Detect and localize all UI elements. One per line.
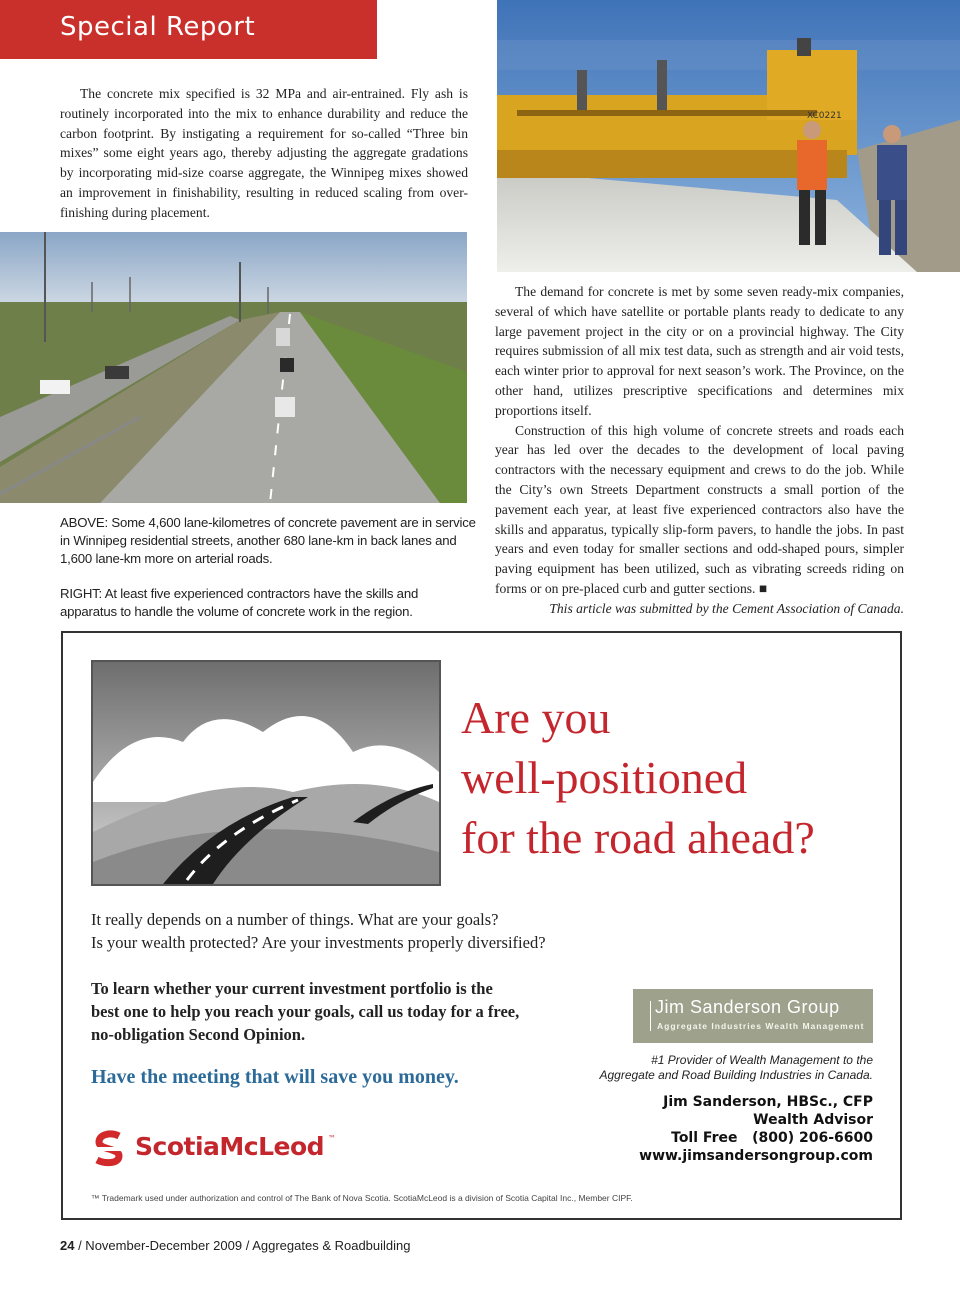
group-tagline: Aggregate Industries Wealth Management — [657, 1021, 865, 1031]
ad-headline — [461, 688, 891, 868]
highway-photo — [0, 232, 467, 503]
page-footer — [60, 1238, 411, 1253]
logo-divider — [650, 1001, 651, 1031]
ad-slogan: Have the meeting that will save you money. — [91, 1066, 459, 1088]
article-paragraph-2: The demand for concrete is met by some seven ready-mix companies, several of which have satellite or portable plants ready to dedicate to any large pavement project in the city or on a provincial highway. The City requires submission of all mix test data, such as strength and air void tests, each winter prior to approval for next season’s work. The Province, on the other hand, utilizes prescriptive specifications and determines mix proportions itself. — [495, 284, 904, 418]
trademark-note: ™ Trademark used under authorization and control of The Bank of Nova Scotia. ScotiaMcLeod is a division of Scotia Capital Inc., Member CIPF. — [91, 1193, 633, 1203]
headline-line-1: Are you — [461, 692, 611, 743]
cta-line-3: no-obligation Second Opinion. — [91, 1025, 306, 1044]
contact-website: www.jimsandersongroup.com — [639, 1148, 873, 1164]
provider-line-2: Aggregate and Road Building Industries in Canada. — [599, 1068, 873, 1082]
right-column — [495, 282, 904, 619]
contact-phone: (800) 206-6600 — [752, 1130, 873, 1146]
article-paragraph-1: The concrete mix specified is 32 MPa and air-entrained. Fly ash is routinely incorporated into the mix to enhance durability and reduce the carbon footprint. By instigating a requirement for so-called “Three bin mixes” some eight years ago, thereby adjusting the aggregate gradations by incorporating mid-size coarse aggregate, the Winnipeg mixes showed an improvement in finishability, resulting in reduced scaling from over-finishing during placement. — [60, 86, 468, 220]
ad-intro — [91, 908, 651, 954]
intro-line-1: It really depends on a number of things. What are your goals? — [91, 910, 499, 929]
group-name: Jim Sanderson Group — [655, 997, 840, 1017]
article-paragraph-3 — [495, 421, 904, 599]
headline-line-3: for the road ahead? — [461, 812, 815, 863]
issue-info: / November-December 2009 / Aggregates & Roadbuilding — [74, 1238, 411, 1253]
page-number: 24 — [60, 1238, 75, 1253]
intro-line-2: Is your wealth protected? Are your investments properly diversified? — [91, 933, 546, 952]
end-mark: ■ — [758, 580, 768, 596]
contact-name: Jim Sanderson, HBSc., CFP — [663, 1094, 873, 1110]
scotia-s-icon — [91, 1130, 127, 1168]
ad-call-to-action — [91, 977, 621, 1046]
headline-line-2: well-positioned — [461, 752, 748, 803]
cta-line-2: best one to help you reach your goals, call us today for a free, — [91, 1002, 520, 1021]
contact-phone-label: Toll Free — [671, 1130, 738, 1146]
brand-tm: ™ — [328, 1134, 336, 1143]
jim-sanderson-group-logo — [633, 989, 873, 1043]
contact-phone-row — [560, 1129, 873, 1147]
scotiamcleod-logo — [91, 1130, 351, 1170]
article-credit: This article was submitted by the Cement Association of Canada. — [549, 600, 904, 616]
brand-name: ScotiaMcLeod — [135, 1132, 325, 1161]
road-illustration — [91, 660, 441, 886]
cta-line-1: To learn whether your current investment portfolio is the — [91, 979, 493, 998]
caption-right: RIGHT: At least five experienced contractors have the skills and apparatus to handle the volume of concrete work in the region. — [60, 586, 419, 619]
contact-block — [560, 1093, 873, 1165]
section-title: Special Report — [60, 12, 256, 42]
machine-label: XC0221 — [807, 111, 842, 121]
provider-line-1: #1 Provider of Wealth Management to the — [651, 1053, 873, 1067]
paving-crew-photo — [497, 0, 960, 272]
paragraph-3-text: Construction of this high volume of concrete streets and roads each year has led over the decades to the development of local paving contractors with the necessary equipment and crews to do the job. While the City’s own Streets Department constructs a small portion of the pavement each year, at least five experienced contractors also have the skills and apparatus, typically slip-form pavers, to handle the jobs. In past years and even today for smaller sections and odd-shaped pours, simpler paving equipment has been utilized, such as vibrating screeds riding on forms or on pre-placed curb and gutter sections. — [495, 422, 904, 596]
provider-text — [560, 1053, 873, 1083]
contact-title: Wealth Advisor — [753, 1112, 873, 1128]
caption-above: ABOVE: Some 4,600 lane-kilometres of concrete pavement are in service in Winnipeg residential streets, another 680 lane-km in back lanes and 1,600 lane-km more on arterial roads. — [60, 515, 476, 566]
